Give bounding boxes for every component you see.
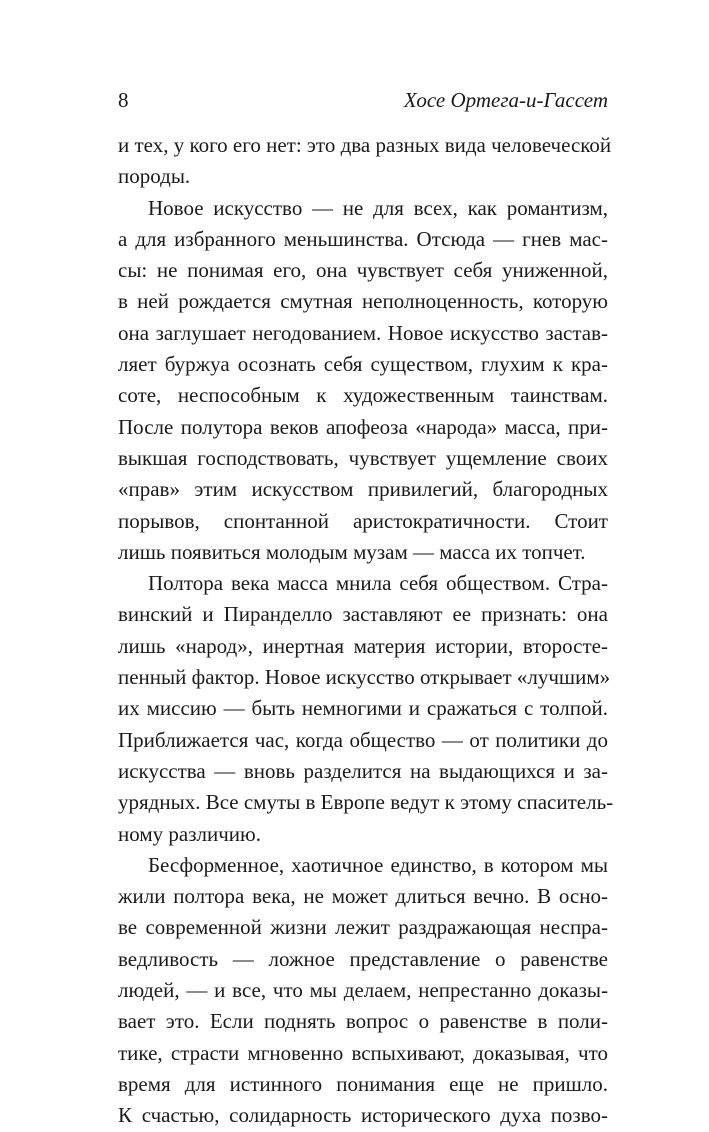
- text-line: ляет буржуа осознать себя существом, глухим к кра-: [118, 352, 608, 377]
- text-line: лишь появиться молодым музам — масса их топчет.: [118, 539, 586, 564]
- text-line: Приближается час, когда общество — от политики до: [118, 727, 608, 752]
- text-line: соте, неспособным к художественным таинствам.: [118, 383, 608, 408]
- text-line: Полтора века масса мнила себя обществом. Стра-: [148, 571, 608, 596]
- text-line: После полутора веков апофеоза «народа» масса, при-: [118, 414, 608, 439]
- body-text: [118, 130, 614, 1132]
- page-number: 8: [118, 88, 129, 112]
- page-header: [118, 88, 608, 116]
- text-line: она заглушает негодованием. Новое искусство застав-: [118, 320, 608, 345]
- text-line: ведливость — ложное представление о равенстве: [118, 946, 608, 971]
- text-line: выкшая господствовать, чувствует ущемление своих: [118, 445, 608, 470]
- running-head: Хосе Ортега-и-Гассет: [403, 88, 608, 112]
- text-line: порывов, спонтанной аристократичности. Стоит: [118, 508, 608, 533]
- text-line: лишь «народ», инертная материя истории, второсте-: [118, 633, 608, 658]
- text-line: ному различию.: [118, 821, 261, 846]
- text-line: «прав» этим искусством привилегий, благородных: [118, 477, 608, 502]
- text-line: жили полтора века, не может длиться вечно. В осно-: [118, 884, 608, 909]
- text-line: ве современной жизни лежит раздражающая неспра-: [118, 915, 608, 940]
- text-line: Бесформенное, хаотичное единство, в котором мы: [148, 852, 608, 877]
- text-line: сы: не понимая его, она чувствует себя униженной,: [118, 258, 608, 283]
- text-line: в ней рождается смутная неполноценность, которую: [118, 289, 608, 314]
- text-line: а для избранного меньшинства. Отсюда — гнев мас-: [118, 226, 608, 251]
- text-line: Новое искусство — не для всех, как романтизм,: [148, 195, 608, 220]
- text-line: винский и Пиранделло заставляют ее признать: она: [118, 602, 608, 627]
- text-line: тике, страсти мгновенно вспыхивают, доказывая, что: [118, 1040, 608, 1065]
- text-line: К счастью, солидарность исторического духа позво-: [118, 1103, 608, 1128]
- text-line: пенный фактор. Новое искусство открывает «лучшим»: [118, 665, 611, 690]
- text-line: и тех, у кого его нет: это два разных вида человеческой: [118, 133, 612, 157]
- text-line: породы.: [118, 164, 191, 189]
- text-line: их миссию — быть немногими и сражаться с толпой.: [118, 696, 608, 721]
- text-line: урядных. Все смуты в Европе ведут к этому спаситель-: [118, 790, 614, 815]
- text-line: время для истинного понимания еще не пришло.: [118, 1071, 608, 1096]
- text-line: вает это. Если поднять вопрос о равенстве в поли-: [118, 1009, 608, 1034]
- text-line: людей, — и все, что мы делаем, непрестанно доказы-: [118, 978, 608, 1003]
- text-line: искусства — вновь разделится на выдающихся и за-: [118, 758, 608, 783]
